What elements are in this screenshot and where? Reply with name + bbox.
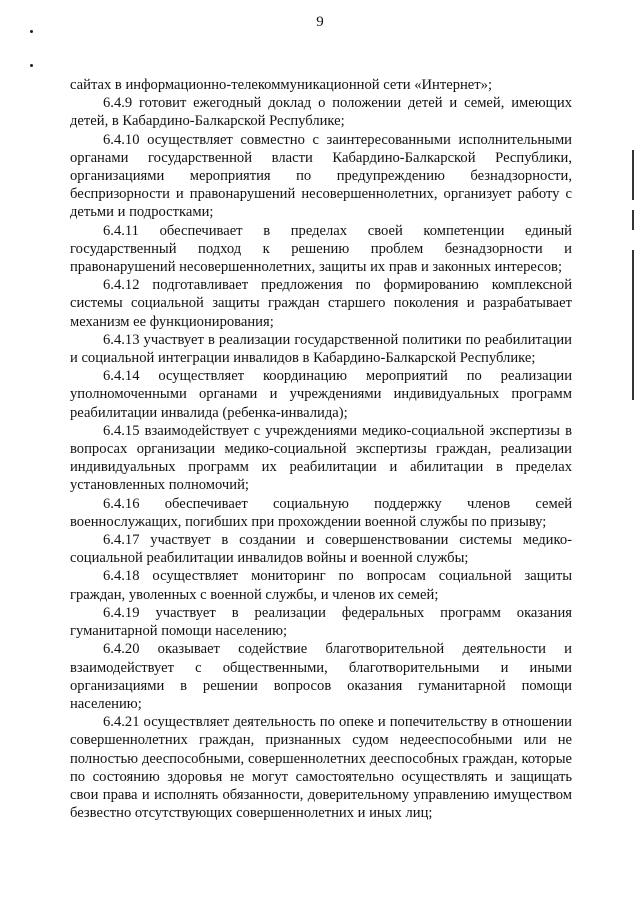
paragraph: 6.4.17 участвует в создании и совершенствовании системы медико-социальной реабилитации инвалидов войны и военной службы;: [70, 532, 572, 567]
document-body: [70, 76, 572, 822]
scan-edge-mark: [632, 250, 634, 400]
paragraph: 6.4.9 готовит ежегодный доклад о положении детей и семей, имеющих детей, в Кабардино-Балкарской Республике;: [70, 95, 572, 130]
paragraph: 6.4.19 участвует в реализации федеральных программ оказания гуманитарной помощи населению;: [70, 604, 572, 640]
paragraph: 6.4.13 участвует в реализации государственной политики по реабилитации и социальной интеграции инвалидов в Кабардино-Балкарской Республике;: [70, 331, 572, 367]
paragraph: 6.4.10 осуществляет совместно с заинтересованными исполнительными органами государственной власти Кабардино-Балкарской Республики, организациями мероприятия по предупреждению безнадзорности, беспризорности и правонарушений несовершеннолетних, организует работу с детьми и подростками;: [70, 131, 572, 221]
paragraph: 6.4.21 осуществляет деятельность по опеке и попечительству в отношении совершеннолетних граждан, признанных судом недееспособными или не полностью дееспособными, совершеннолетних дееспособных граждан, которые по состоянию здоровья не могут самостоятельно осуществлять и защищать свои права и исполнять обязанности, доверительному управлению имуществом безвестно отсутствующих совершеннолетних и иных лиц;: [70, 714, 572, 822]
paragraph: 6.4.20 оказывает содействие благотворительной деятельности и взаимодействует с общественными, благотворительными и иными организациями в решении вопросов оказания гуманитарной помощи населению;: [70, 641, 572, 712]
paragraph: 6.4.11 обеспечивает в пределах своей компетенции единый государственный подход к решению проблем безнадзорности и правонарушений несовершеннолетних, защиты их прав и законных интересов;: [70, 222, 572, 276]
page-number: 9: [316, 14, 324, 30]
paragraph: 6.4.18 осуществляет мониторинг по вопросам социальной защиты граждан, уволенных с военной службы, и членов их семей;: [70, 568, 572, 603]
paragraph: 6.4.15 взаимодействует с учреждениями медико-социальной экспертизы в вопросах организации медико-социальной экспертизы граждан, реализации индивидуальных программ их реабилитации и абилитации в пределах установленных полномочий;: [70, 422, 572, 494]
paragraph: 6.4.12 подготавливает предложения по формированию комплексной системы социальной защиты граждан старшего поколения и разрабатывает механизм ее функционирования;: [70, 277, 572, 330]
paragraph: 6.4.14 осуществляет координацию мероприятий по реализации уполномоченными органами и учреждениями индивидуальных программ реабилитации инвалида (ребенка-инвалида);: [70, 368, 572, 421]
scan-edge-mark: [632, 210, 634, 230]
paragraph: 6.4.16 обеспечивает социальную поддержку членов семей военнослужащих, погибших при прохождении военной службы по призыву;: [70, 495, 572, 530]
paragraph: сайтах в информационно-телекоммуникационной сети «Интернет»;: [70, 77, 493, 93]
scan-edge-mark: [632, 150, 634, 200]
scan-speck: [30, 64, 33, 67]
scan-speck: [30, 30, 33, 33]
